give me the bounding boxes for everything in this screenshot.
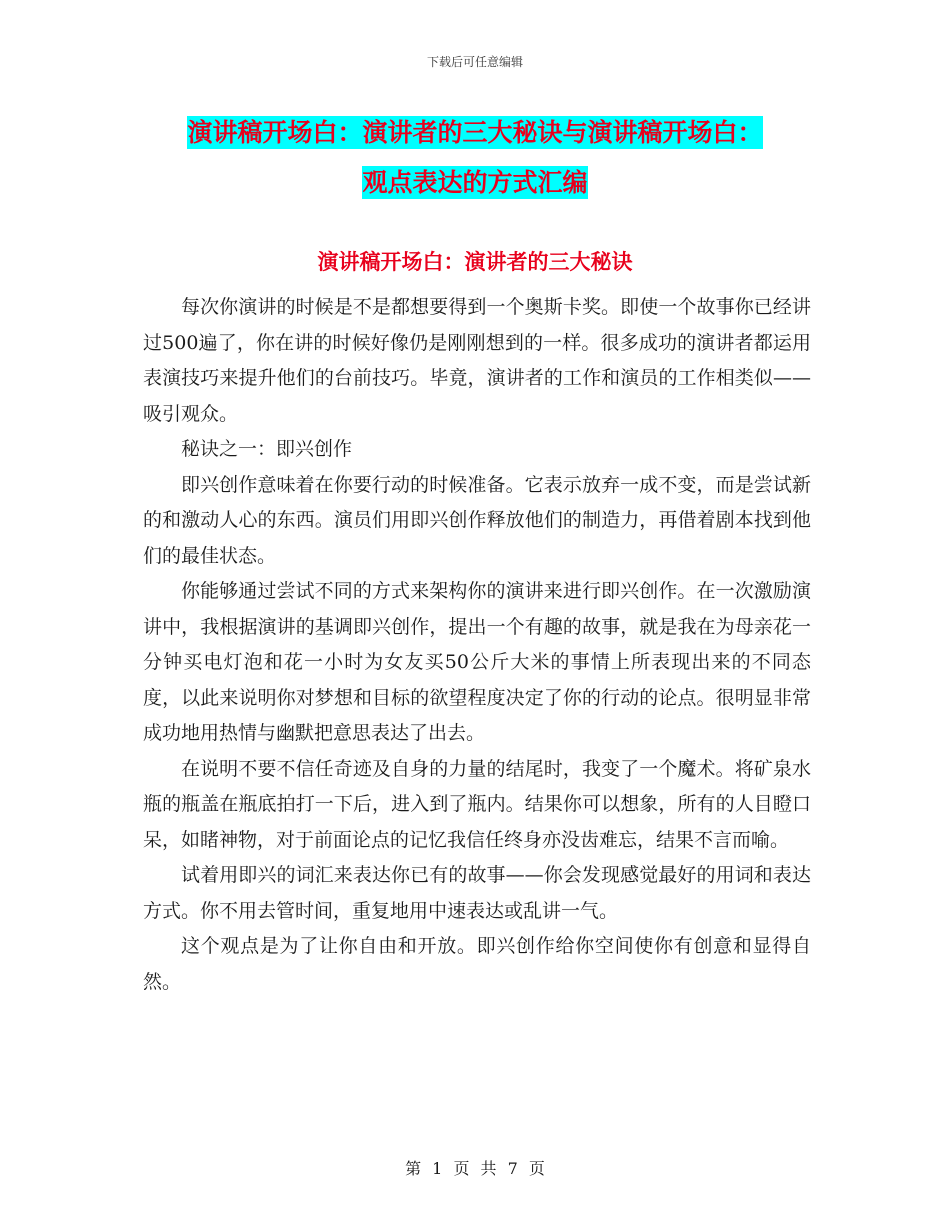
section-heading: 演讲稿开场白：演讲者的三大秘诀: [317, 250, 633, 274]
paragraph: 在说明不要不信任奇迹及自身的力量的结尾时，我变了一个魔术。将矿泉水瓶的瓶盖在瓶底拍打一下后，进入到了瓶内。结果你可以想象，所有的人目瞪口呆，如睹神物，对于前面论点的记忆我信任终身亦没齿难忘，结果不言而喻。: [143, 757, 811, 851]
document-title: [0, 108, 950, 208]
paragraph: 你能够通过尝试不同的方式来架构你的演讲来进行即兴创作。在一次激励演讲中，我根据演讲的基调即兴创作，提出一个有趣的故事，就是我在为母亲花一分钟买电灯泡和花一小时为女友买50公斤大米的事情上所表现出来的不同态度，以此来说明你对梦想和目标的欲望程度决定了你的行动的论点。很明显非常成功地用热情与幽默把意思表达了出去。: [143, 580, 811, 744]
page-header-note: 下载后可任意编辑: [426, 55, 523, 69]
paragraph: 每次你演讲的时候是不是都想要得到一个奥斯卡奖。即使一个故事你已经讲过500遍了，你在讲的时候好像仍是刚刚想到的一样。很多成功的演讲者都运用表演技巧来提升他们的台前技巧。毕竟，演讲者的工作和演员的工作相类似——吸引观众。: [143, 296, 811, 425]
document-title-line-1: 演讲稿开场白：演讲者的三大秘诀与演讲稿开场白：: [187, 118, 763, 147]
paragraph: 即兴创作意味着在你要行动的时候准备。它表示放弃一成不变，而是尝试新的和激动人心的东西。演员们用即兴创作释放他们的制造力，再借着剧本找到他们的最佳状态。: [143, 473, 811, 567]
page-footer: 第 1 页 共 7 页: [405, 1159, 545, 1178]
document-title-line-2: 观点表达的方式汇编: [362, 168, 588, 197]
paragraph: 这个观点是为了让你自由和开放。即兴创作给你空间使你有创意和显得自然。: [143, 935, 811, 993]
paragraph: 试着用即兴的词汇来表达你已有的故事——你会发现感觉最好的用词和表达方式。你不用去管时间，重复地用中速表达或乱讲一气。: [143, 864, 811, 922]
document-body: [143, 290, 811, 1000]
paragraph: 秘诀之一：即兴创作: [181, 438, 353, 460]
